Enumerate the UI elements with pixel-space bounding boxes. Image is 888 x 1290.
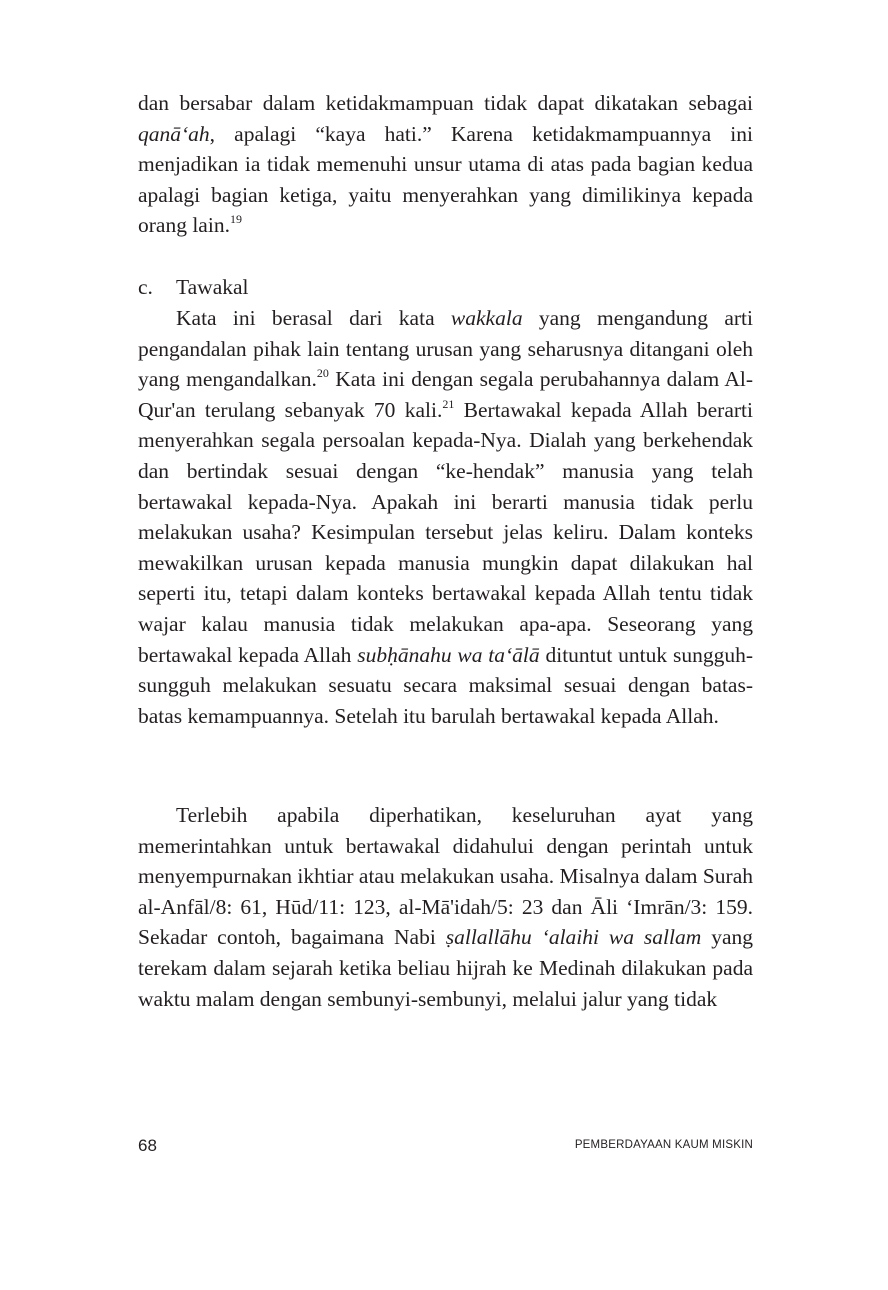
text-run: Bertawakal kepada Allah berarti menyerahkan segala persoalan kepada-Nya. Dialah yang berkehendak dan bertindak sesuai dengan “ke-hendak” manusia yang telah bertawakal kepada-Nya. Apakah ini berarti manusia tidak perlu melakukan usaha? Kesimpulan tersebut jelas keliru. Dalam konteks mewakilkan urusan kepada manusia mungkin dapat dilakukan hal seperti itu, tetapi dalam konteks bertawakal kepada Allah tentu tidak wajar kalau manusia tidak melakukan apa-apa. Seseorang yang bertawakal kepada Allah [138, 397, 753, 667]
italic-term-sallallahu: ṣallallāhu ‘alaihi wa sallam [445, 925, 702, 950]
section-title: Tawakal [176, 275, 249, 299]
text-run: yang mengandung arti pengandalan pihak lain tentang urusan yang seharusnya ditangani oleh yang mengandalkan. [138, 306, 753, 392]
paragraph-ikhtiar [138, 800, 753, 1014]
paragraph-text [138, 800, 753, 1014]
text-run: , apalagi “kaya hati.” Karena ketidakmampuannya ini menjadikan ia tidak memenuhi unsur utama di atas pada bagian kedua apalagi bagian ketiga, yaitu menyerahkan yang dimilikinya kepada orang lain. [138, 121, 753, 238]
footnote-ref-19[interactable]: 19 [229, 212, 242, 227]
italic-term-subhanahu: subḥānahu wa ta‘ālā [357, 642, 540, 667]
page-number: 68 [138, 1136, 157, 1155]
italic-term-wakkala: wakkala [450, 306, 523, 330]
paragraph-text [138, 303, 753, 731]
paragraph-tawakal-definition [138, 303, 753, 731]
text-run: dan bersabar dalam ketidakmampuan tidak dapat dikatakan sebagai [138, 91, 753, 115]
page-footer [138, 1136, 753, 1160]
paragraph-qanaah-ending [138, 88, 753, 241]
footnote-ref-21[interactable]: 21 [442, 396, 455, 411]
text-run: yang terekam dalam sejarah ketika beliau hijrah ke Medinah dilakukan pada waktu malam dengan sembunyi-sembunyi, melalui jalur yang tidak [138, 925, 753, 1011]
text-run: Terlebih apabila diperhatikan, keseluruhan ayat yang memerintahkan untuk bertawakal didahului dengan perintah untuk menyempurnakan ikhtiar atau melakukan usaha. Misalnya dalam Surah al-Anfāl/8: 61, Hūd/11: 123, al-Mā'idah/5: 23 dan Āli ‘Imrān/3: 159. Sekadar contoh, bagaimana Nabi [138, 803, 753, 950]
paragraph-text [138, 88, 753, 241]
text-run: Kata ini berasal dari kata [176, 306, 451, 330]
text-run: dituntut untuk sungguh-sungguh melakukan sesuatu secara maksimal sesuai dengan batas-batas kemampuannya. Setelah itu barulah bertawakal kepada Allah. [138, 642, 753, 728]
running-title: PEMBERDAYAAN KAUM MISKIN [574, 1139, 753, 1151]
text-run: Kata ini dengan segala perubahannya dalam Al-Qur'an terulang sebanyak 70 kali. [138, 367, 753, 422]
section-marker: c. [138, 275, 153, 299]
italic-term-qanaah: qanā‘ah [138, 121, 210, 146]
section-heading-tawakal [138, 272, 249, 303]
footnote-ref-20[interactable]: 20 [316, 366, 329, 381]
